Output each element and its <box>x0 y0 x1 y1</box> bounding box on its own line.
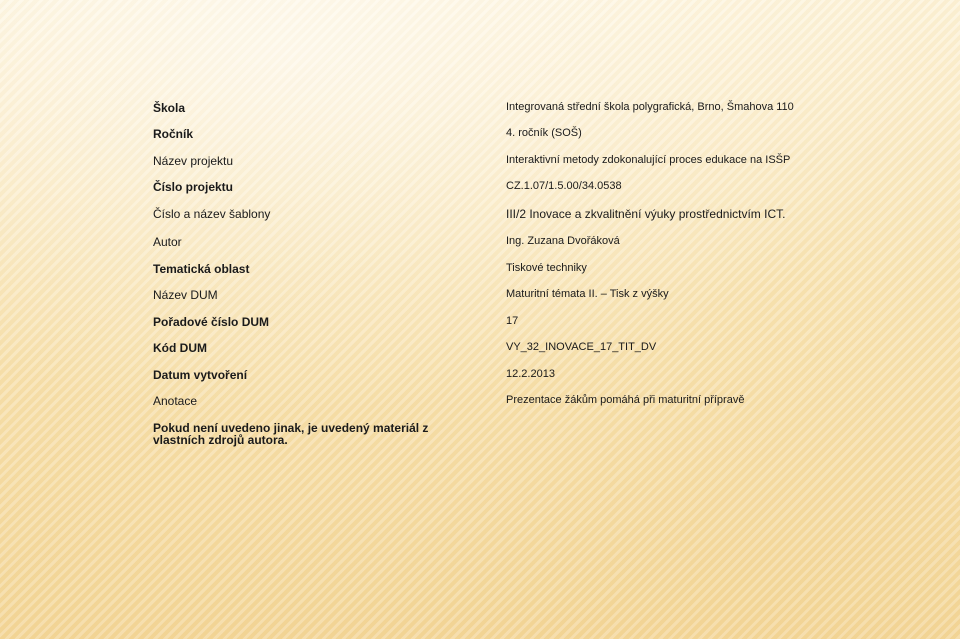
value-tematicka-oblast: Tiskové techniky <box>506 262 587 274</box>
value-datum-vytvoreni: 12.2.2013 <box>506 368 555 380</box>
label-skola: Škola <box>153 101 186 115</box>
row-tematicka-oblast <box>0 262 960 282</box>
row-cislo-projektu <box>0 180 960 200</box>
row-rocnik <box>0 127 960 147</box>
value-poradove-cislo: 17 <box>506 315 519 327</box>
value-nazev-dum: Maturitní témata II. – Tisk z výšky <box>506 288 669 300</box>
label-cislo-projektu: Číslo projektu <box>153 180 234 194</box>
row-cislo-sablony <box>0 207 960 227</box>
value-kod-dum: VY_32_INOVACE_17_TIT_DV <box>506 341 657 353</box>
row-autor <box>0 235 960 255</box>
value-anotace: Prezentace žákům pomáhá při maturitní přípravě <box>506 394 745 406</box>
label-cislo-sablony: Číslo a název šablony <box>153 207 271 221</box>
value-cislo-projektu: CZ.1.07/1.5.00/34.0538 <box>506 180 622 192</box>
value-nazev-projektu: Interaktivní metody zdokonalující proces edukace na ISŠP <box>506 154 791 166</box>
value-skola: Integrovaná střední škola polygrafická, Brno, Šmahova 110 <box>506 101 794 113</box>
label-rocnik: Ročník <box>153 127 194 141</box>
row-anotace <box>0 394 960 414</box>
label-datum-vytvoreni: Datum vytvoření <box>153 368 248 382</box>
row-skola <box>0 101 960 121</box>
label-nazev-projektu: Název projektu <box>153 154 234 168</box>
label-anotace: Anotace <box>153 394 198 408</box>
source-note: Pokud není uvedeno jinak, je uvedený materiál z vlastních zdrojů autora. <box>153 421 429 447</box>
label-nazev-dum: Název DUM <box>153 288 218 302</box>
label-autor: Autor <box>153 235 182 249</box>
row-datum-vytvoreni <box>0 368 960 388</box>
row-poradove-cislo <box>0 315 960 335</box>
label-poradove-cislo: Pořadové číslo DUM <box>153 315 270 329</box>
row-nazev-projektu <box>0 154 960 174</box>
value-autor: Ing. Zuzana Dvořáková <box>506 235 620 247</box>
value-rocnik: 4. ročník (SOŠ) <box>506 127 582 139</box>
label-tematicka-oblast: Tematická oblast <box>153 262 250 276</box>
row-kod-dum <box>0 341 960 361</box>
label-kod-dum: Kód DUM <box>153 341 207 355</box>
row-nazev-dum <box>0 288 960 308</box>
value-cislo-sablony: III/2 Inovace a zkvalitnění výuky prostřednictvím ICT. <box>506 207 786 221</box>
